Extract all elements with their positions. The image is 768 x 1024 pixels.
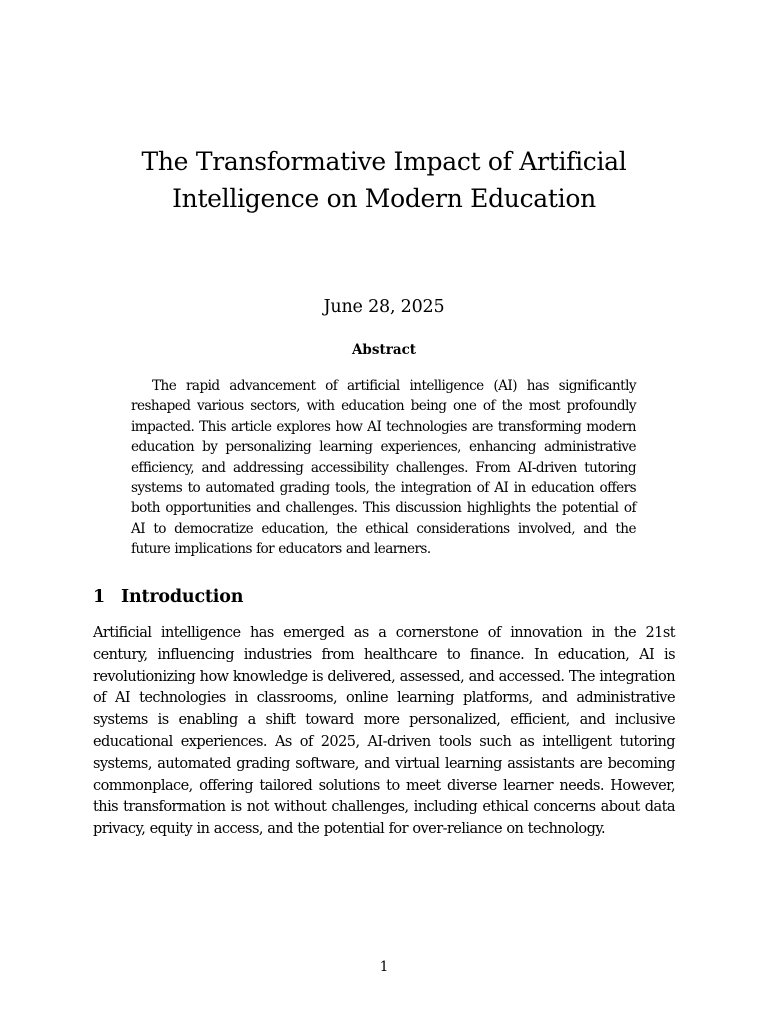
introduction-paragraph: Artificial intelligence has emerged as a cornerstone of innovation in the 21st century, influencing industries from healthcare to finance. In education, AI is revolutionizing how knowledge is delivered, assessed, and accessed. The integration of AI technologies in classrooms, online learning platforms, and administrative systems is enabling a shift toward more personalized, efficient, and inclusive educational experiences. As of 2025, AI-driven tools such as intelligent tutoring systems, automated grading software, and virtual learning assistants are becoming commonplace, offering tailored solutions to meet diverse learner needs. However, this transformation is not without challenges, including ethical concerns about data privacy, equity in access, and the potential for over-reliance on technology. [93,625,675,838]
section-title: Introduction [121,587,244,607]
section-number: 1 [93,587,105,607]
abstract-text: The rapid advancement of artificial intelligence (AI) has significantly reshaped various sectors, with education being one of the most profoundly impacted. This article explores how AI technologies are transforming modern education by personalizing learning experiences, enhancing administrative efficiency, and addressing accessibility challenges. From AI-driven tutoring systems to automated grading tools, the integration of AI in education offers both opportunities and challenges. This discussion highlights the potential of AI to democratize education, the ethical considerations involved, and the future implications for educators and learners. [131,378,636,558]
document-title: The Transformative Impact of Artificial Intelligence on Modern Education [141,147,627,213]
page-number: 1 [379,959,389,975]
document-date: June 28, 2025 [323,297,445,317]
section-heading-introduction [93,585,675,609]
abstract-heading: Abstract [351,342,417,358]
